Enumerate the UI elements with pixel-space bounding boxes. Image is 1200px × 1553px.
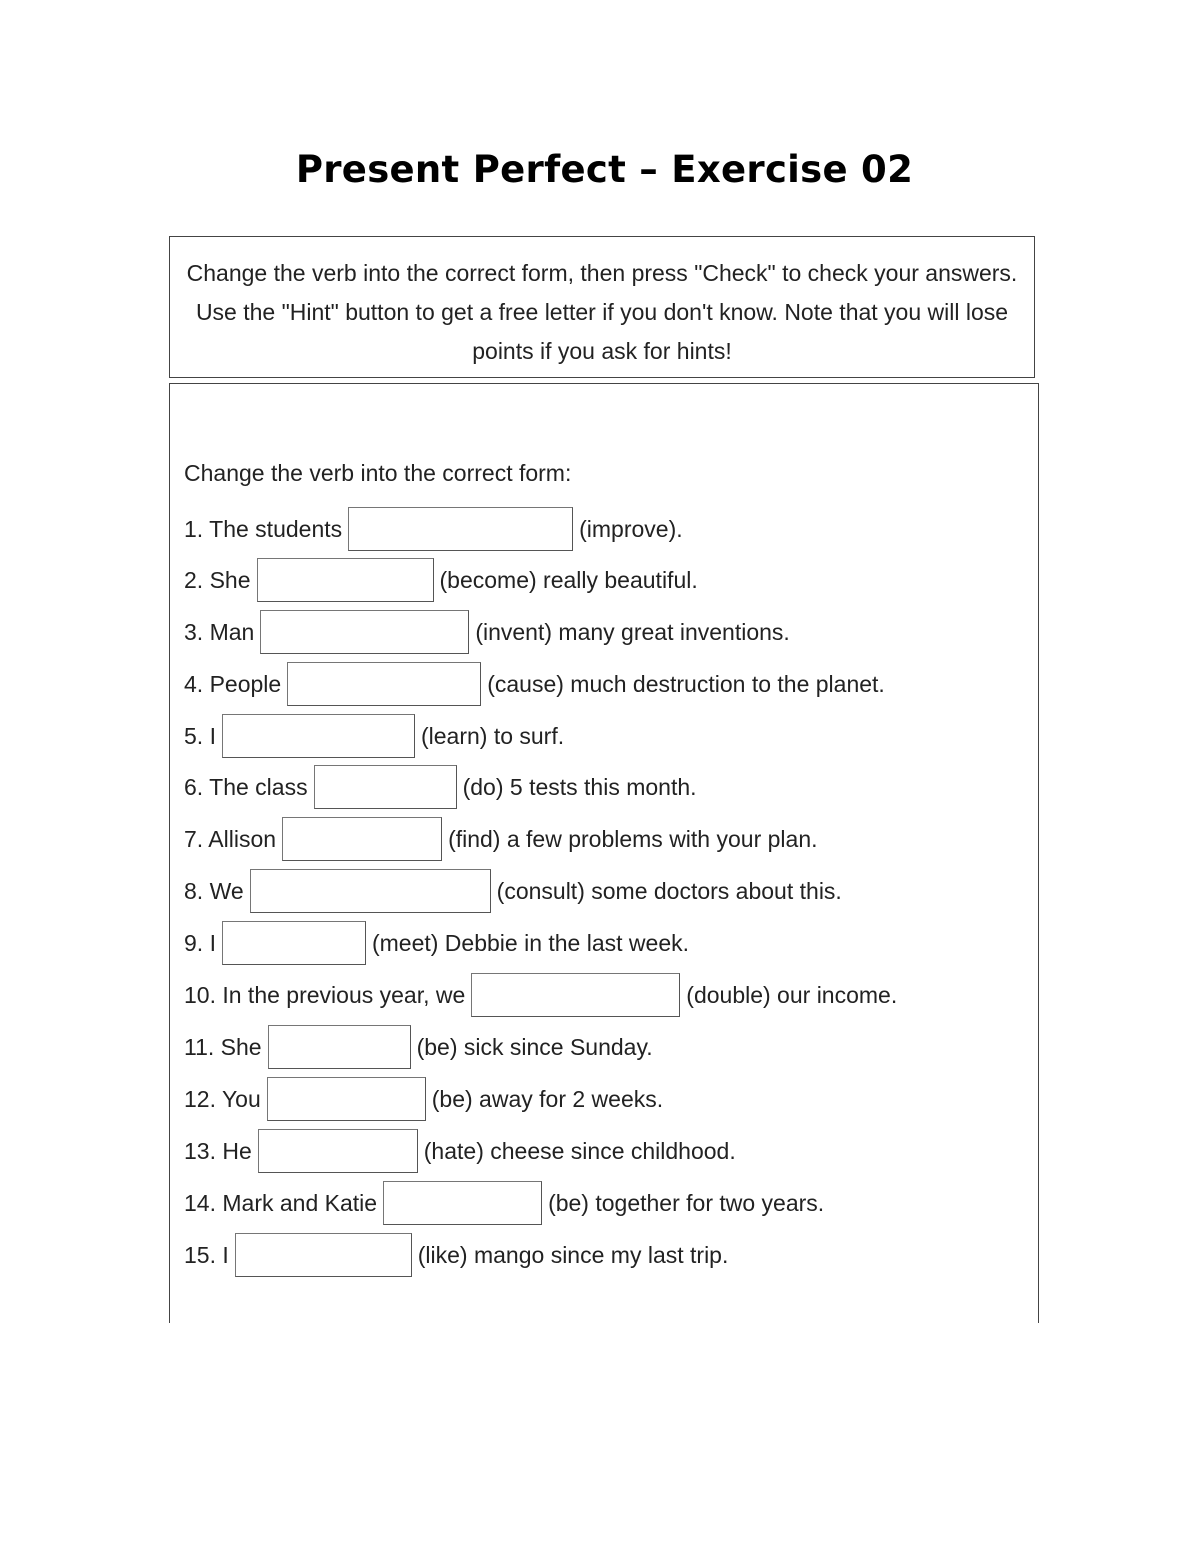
item-text-before: 9. I [184, 929, 216, 956]
answer-input-8[interactable] [250, 869, 491, 913]
exercise-item-10 [184, 972, 897, 1018]
answer-input-4[interactable] [287, 662, 481, 706]
item-text-after: (become) really beautiful. [439, 566, 698, 593]
item-text-after: (find) a few problems with your plan. [448, 825, 818, 852]
item-text-before: 12. You [184, 1085, 261, 1112]
item-text-before: 14. Mark and Katie [184, 1189, 378, 1216]
item-text-before: 8. We [184, 877, 244, 904]
item-text-after: (meet) Debbie in the last week. [371, 929, 690, 956]
answer-input-2[interactable] [257, 558, 434, 602]
answer-input-1[interactable] [348, 507, 573, 551]
item-text-after: (cause) much destruction to the planet. [487, 670, 885, 697]
exercise-item-7 [184, 816, 818, 862]
item-text-after: (be) sick since Sunday. [416, 1033, 653, 1060]
item-text-before: 7. Allison [184, 825, 277, 852]
exercise-item-5 [184, 713, 564, 759]
exercise-item-9 [184, 920, 689, 966]
page-title: Present Perfect – Exercise 02 [295, 148, 914, 191]
answer-input-6[interactable] [314, 765, 457, 809]
exercise-item-3 [184, 609, 790, 655]
answer-input-7[interactable] [282, 817, 442, 861]
item-text-before: 6. The class [184, 773, 308, 800]
item-text-before: 2. She [184, 566, 251, 593]
answer-input-12[interactable] [267, 1077, 426, 1121]
item-text-before: 10. In the previous year, we [184, 981, 466, 1008]
item-text-before: 11. She [184, 1033, 262, 1060]
answer-input-15[interactable] [235, 1233, 412, 1277]
answer-input-3[interactable] [260, 610, 469, 654]
item-text-after: (improve). [579, 515, 683, 542]
exercise-item-8 [184, 868, 842, 914]
item-text-before: 15. I [184, 1241, 229, 1268]
exercise-item-11 [184, 1024, 653, 1070]
item-text-before: 1. The students [184, 515, 343, 542]
item-text-after: (be) away for 2 weeks. [431, 1085, 664, 1112]
item-text-after: (double) our income. [686, 981, 898, 1008]
exercise-item-2 [184, 557, 698, 603]
instructions-text: Change the verb into the correct form, then press "Check" to check your answers. Use the "Hint" button to get a free letter if you don't know. Note that you will lose points if you ask for hints! [186, 260, 1018, 364]
exercise-item-12 [184, 1076, 663, 1122]
item-text-before: 13. He [184, 1137, 252, 1164]
item-text-before: 4. People [184, 670, 282, 697]
exercise-prompt: Change the verb into the correct form: [184, 460, 572, 486]
answer-input-11[interactable] [268, 1025, 411, 1069]
answer-input-9[interactable] [222, 921, 366, 965]
instructions-box [169, 236, 1035, 378]
answer-input-14[interactable] [383, 1181, 542, 1225]
answer-input-10[interactable] [471, 973, 680, 1017]
exercise-item-1 [184, 506, 683, 552]
exercise-item-15 [184, 1232, 728, 1278]
item-text-before: 3. Man [184, 618, 255, 645]
item-text-after: (invent) many great inventions. [475, 618, 790, 645]
item-text-before: 5. I [184, 722, 216, 749]
answer-input-5[interactable] [222, 714, 415, 758]
exercise-item-6 [184, 764, 697, 810]
item-text-after: (like) mango since my last trip. [417, 1241, 729, 1268]
answer-input-13[interactable] [258, 1129, 418, 1173]
exercise-item-14 [184, 1180, 824, 1226]
exercise-item-13 [184, 1128, 736, 1174]
item-text-after: (learn) to surf. [420, 722, 565, 749]
item-text-after: (be) together for two years. [548, 1189, 825, 1216]
exercise-item-4 [184, 661, 885, 707]
item-text-after: (hate) cheese since childhood. [423, 1137, 736, 1164]
item-text-after: (consult) some doctors about this. [496, 877, 842, 904]
item-text-after: (do) 5 tests this month. [462, 773, 697, 800]
